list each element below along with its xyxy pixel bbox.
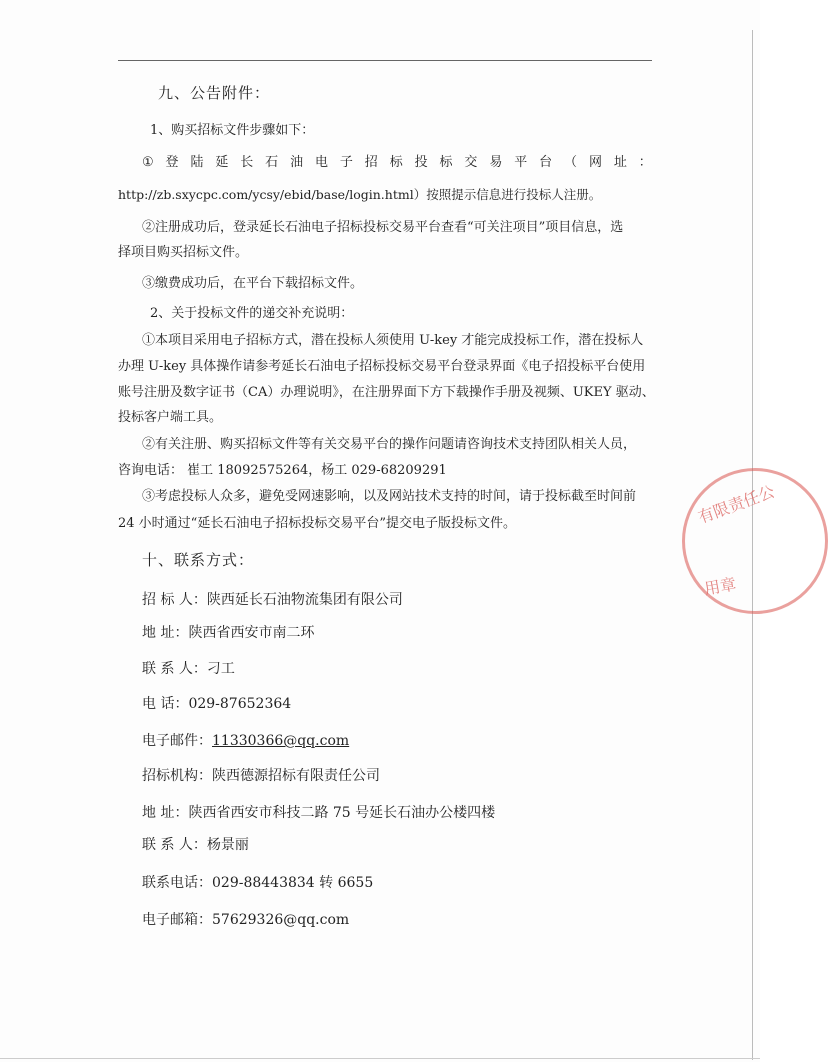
step1-char: 标 — [439, 155, 453, 170]
page-edge-bottom — [0, 1058, 760, 1059]
section9-sub2: 2、关于投标文件的递交补充说明： — [150, 306, 354, 321]
step1-char: 易 — [489, 155, 503, 170]
section10-title: 十、联系方式： — [142, 551, 255, 569]
top-divider — [118, 60, 652, 61]
contact-email-label: 电子邮件： — [142, 733, 212, 749]
note1-line1: ①本项目采用电子招标方式，潜在投标人须使用 U-key 才能完成投标工作，潜在投标人 — [142, 333, 644, 348]
step1-char: 网 — [588, 155, 602, 170]
note3-line2: 24 小时通过“延长石油电子招标投标交易平台”提交电子版投标文件。 — [118, 516, 516, 531]
step1-line2: http://zb.sxycpc.com/ycsy/ebid/base/login.html）按照提示信息进行投标人注册。 — [118, 187, 602, 202]
step1-char: 登 — [165, 155, 179, 170]
contact-phone: 电 话：029-87652364 — [142, 696, 292, 712]
step1-char: 址 — [613, 155, 627, 170]
contact-email-row — [142, 732, 349, 750]
step1-char: （ — [564, 155, 578, 170]
contact-person: 联 系 人：刁工 — [142, 661, 235, 677]
step1-char: ① — [142, 155, 154, 170]
note1-line3: 账号注册及数字证书（CA）办理说明》，在注册界面下方下载操作手册及视频、UKEY 驱动、 — [118, 385, 655, 400]
step1-char: 长 — [240, 155, 254, 170]
agency-email: 电子邮箱：57629326@qq.com — [142, 912, 350, 928]
agency-contact: 联 系 人：杨景丽 — [142, 837, 249, 853]
agency-phone: 联系电话：029-88443834 转 6655 — [142, 875, 374, 891]
step2-line1: ②注册成功后，登录延长石油电子招标投标交易平台查看“可关注项目”项目信息，选 — [142, 220, 624, 235]
contact-email-link[interactable]: 11330366@qq.com — [212, 733, 350, 749]
step1-char: 台 — [539, 155, 553, 170]
step1-char: 油 — [290, 155, 304, 170]
note2-line1: ②有关注册、购买招标文件等有关交易平台的操作问题请咨询技术支持团队相关人员， — [142, 437, 637, 452]
seal-text-bottom: 用章 — [702, 574, 738, 599]
agency-address: 地 址：陕西省西安市科技二路 75 号延长石油办公楼四楼 — [142, 805, 496, 821]
step1-char: 投 — [414, 155, 428, 170]
step1-char: 交 — [464, 155, 478, 170]
seal-text-top: 有限责任公 — [695, 481, 778, 528]
step1-char: 陆 — [190, 155, 204, 170]
note1-line4: 投标客户端工具。 — [118, 410, 223, 425]
contact-address: 地 址：陕西省西安市南二环 — [142, 625, 315, 641]
step1-char: 子 — [339, 155, 353, 170]
contact-tenderer: 招 标 人：陕西延长石油物流集团有限公司 — [142, 592, 403, 608]
step1-char: 招 — [364, 155, 378, 170]
step3: ③缴费成功后，在平台下载招标文件。 — [142, 276, 364, 291]
note2-line2: 咨询电话： 崔工 18092575264，杨工 029-68209291 — [118, 463, 447, 478]
step1-char: ： — [638, 155, 652, 170]
step2-line2: 择项目购买招标文件。 — [118, 245, 249, 260]
step1-line1 — [142, 154, 652, 172]
step1-char: 标 — [389, 155, 403, 170]
step1-char: 平 — [514, 155, 528, 170]
note3-line1: ③考虑投标人众多，避免受网速影响，以及网站技术支持的时间，请于投标截至时间前 — [142, 489, 637, 504]
step1-char: 延 — [215, 155, 229, 170]
section9-sub1: 1、购买招标文件步骤如下： — [150, 123, 315, 138]
step1-char: 电 — [314, 155, 328, 170]
section9-title: 九、公告附件： — [158, 84, 271, 102]
agency-name: 招标机构：陕西德源招标有限责任公司 — [142, 768, 380, 784]
note1-line2: 办理 U-key 具体操作请参考延长石油电子招标投标交易平台登录界面《电子招投标平台使用 — [118, 359, 646, 374]
step1-char: 石 — [265, 155, 279, 170]
